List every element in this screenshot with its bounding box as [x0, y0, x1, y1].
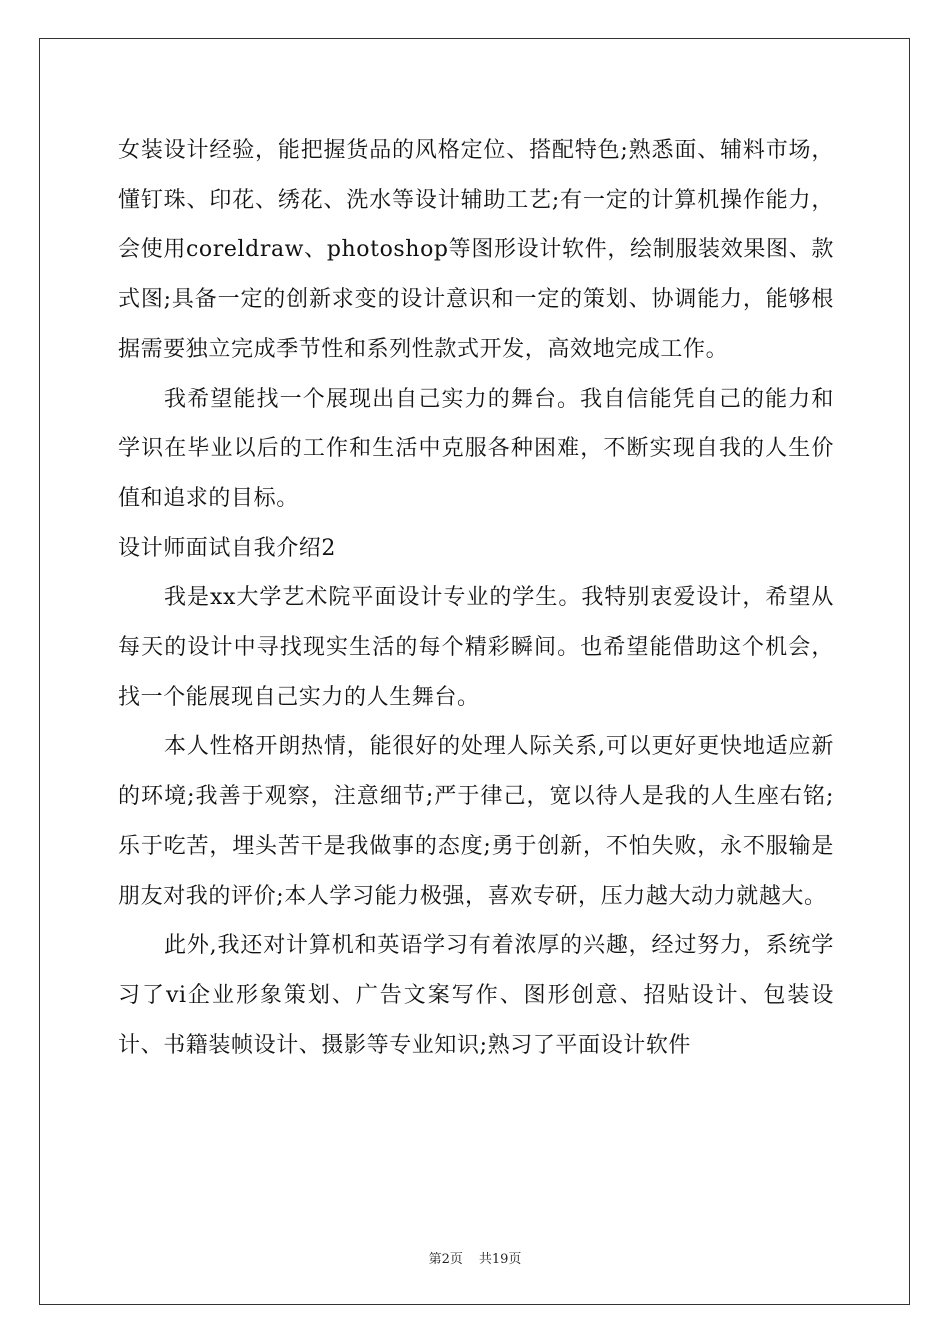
paragraph-2: 我希望能找一个展现出自己实力的舞台。我自信能凭自己的能力和学识在毕业以后的工作和生活中克服各种困难，不断实现自我的人生价值和追求的目标。 [118, 386, 834, 511]
paragraph-5: 此外,我还对计算机和英语学习有着浓厚的兴趣，经过努力，系统学习了vi企业形象策划、广告文案写作、图形创意、招贴设计、包装设计、书籍装帧设计、摄影等专业知识;熟习了平面设计软件 [118, 933, 834, 1058]
document-body [118, 126, 834, 1070]
paragraph-3: 我是xx大学艺术院平面设计专业的学生。我特别衷爱设计，希望从每天的设计中寻找现实生活的每个精彩瞬间。也希望能借助这个机会，找一个能展现自己实力的人生舞台。 [118, 585, 834, 710]
page-number: 第2页 [428, 1252, 463, 1267]
paragraph-4: 本人性格开朗热情，能很好的处理人际关系,可以更好更快地适应新的环境;我善于观察，注意细节;严于律己，宽以待人是我的人生座右铭;乐于吃苦，埋头苦干是我做事的态度;勇于创新，不怕失败，永不服输是朋友对我的评价;本人学习能力极强，喜欢专研，压力越大动力就越大。 [118, 734, 834, 909]
section-heading: 设计师面试自我介绍2 [118, 535, 336, 561]
page-total: 共19页 [478, 1252, 522, 1267]
page-footer [0, 1248, 950, 1267]
paragraph-1: 女装设计经验，能把握货品的风格定位、搭配特色;熟悉面、辅料市场，懂钉珠、印花、绣花、洗水等设计辅助工艺;有一定的计算机操作能力，会使用coreldraw、photoshop等图形设计软件，绘制服装效果图、款式图;具备一定的创新求变的设计意识和一定的策划、协调能力，能够根据需要独立完成季节性和系列性款式开发，高效地完成工作。 [118, 138, 834, 362]
